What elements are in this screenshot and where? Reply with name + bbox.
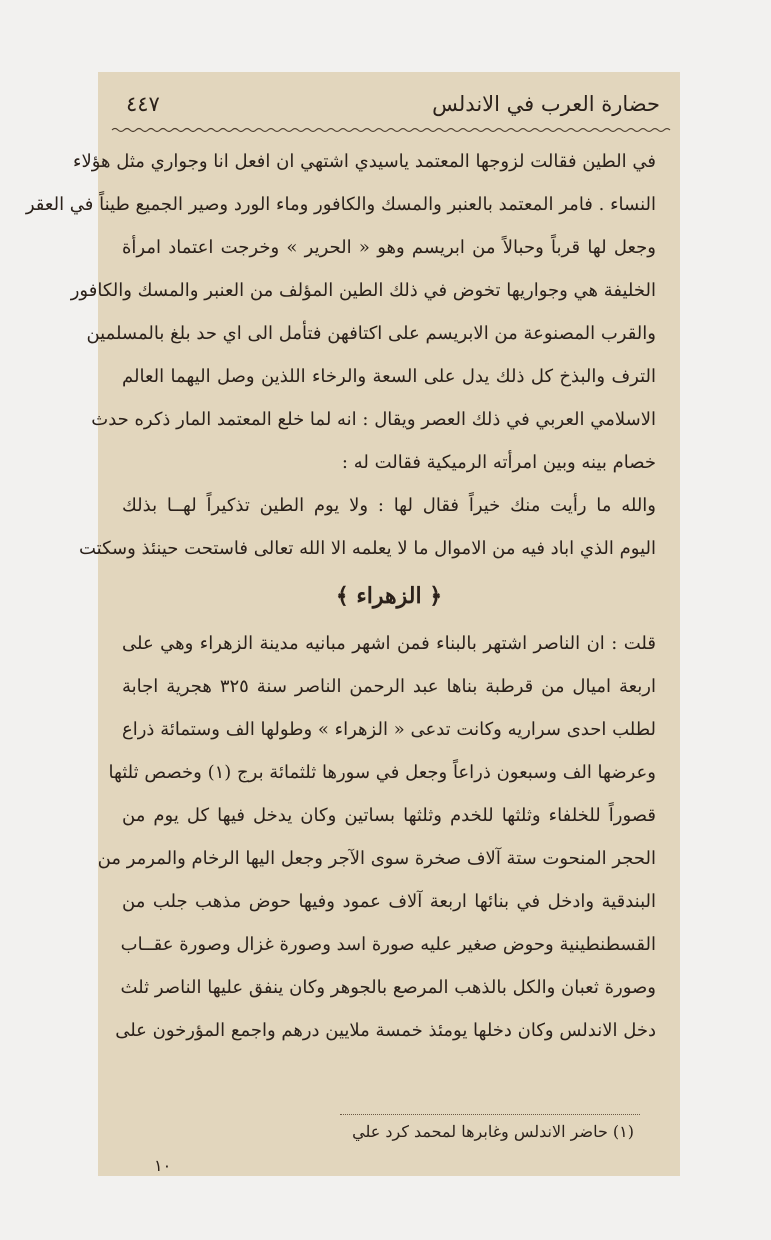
section-heading: ﴿ الزهراء ﴾ — [335, 583, 443, 609]
text-line: اليوم الذي اباد فيه من الاموال ما لا يعلمه الا الله تعالى فاستحت حينئذ وسكتت — [78, 538, 656, 559]
text-line: وعرضها الف وسبعون ذراعاً وجعل في سورها ثلثمائة برج (١) وخصص ثلثها — [108, 762, 656, 783]
text-line: الخليفة هي وجواريها تخوض في ذلك الطين المؤلف من العنبر والمسك والكافور — [70, 280, 656, 301]
text-line: وجعل لها قرباً وحبالاً من ابريسم وهو « الحرير » وخرجت اعتماد امرأة — [122, 237, 656, 258]
text-line: الحجر المنحوت ستة آلاف صخرة سوى الآجر وجعل اليها الرخام والمرمر من — [97, 848, 656, 869]
wavy-divider — [112, 126, 666, 134]
text-line: لطلب احدى سراريه وكانت تدعى « الزهراء » وطولها الف وستمائة ذراع — [122, 719, 656, 740]
text-line: قلت : ان الناصر اشتهر بالبناء فمن اشهر مبانيه مدينة الزهراء وهي على — [122, 633, 656, 654]
text-line: وصورة ثعبان والكل بالذهب المرصع بالجوهر وكان ينفق عليها الناصر ثلث — [120, 977, 656, 998]
text-line: الاسلامي العربي في ذلك العصر ويقال : انه لما خلع المعتمد المار ذكره حدث — [91, 409, 656, 430]
page-number: ٤٤٧ — [126, 92, 160, 116]
text-line: دخل الاندلس وكان دخلها يومئذ خمسة ملايين درهم واجمع المؤرخون على — [115, 1020, 656, 1041]
text-line: النساء . فامر المعتمد بالعنبر والمسك والكافور وماء الورد وصير الجميع طيناً في العقر — [25, 194, 656, 215]
book-page — [25, 72, 680, 1176]
text-line: القسطنطينية وحوض صغير عليه صورة اسد وصورة غزال وصورة عقــاب — [120, 934, 656, 955]
text-line: في الطين فقالت لزوجها المعتمد ياسيدي اشتهي ان افعل انا وجواري مثل هؤلاء — [72, 151, 656, 172]
text-line: اربعة اميال من قرطبة بناها عبد الرحمن الناصر سنة ٣٢٥ هجرية اجابة — [122, 676, 656, 697]
text-line: البندقية وادخل في بنائها اربعة آلاف عمود وفيها حوض مذهب جلب من — [122, 891, 656, 912]
text-line: خصام بينه وبين امرأته الرميكية فقالت له : — [341, 452, 656, 473]
signature-mark: ١٠ — [154, 1156, 172, 1175]
running-title: حضارة العرب في الاندلس — [432, 92, 660, 116]
body-text — [25, 140, 656, 1052]
text-line: الترف والبذخ كل ذلك يدل على السعة والرخاء اللذين وصل اليهما العالم — [122, 366, 656, 387]
text-line: قصوراً للخلفاء وثلثها للخدم وثلثها بساتين وكان يدخل فيها كل يوم من — [122, 805, 656, 826]
footnote-divider — [340, 1114, 640, 1115]
text-line: والله ما رأيت منك خيراً فقال لها : ولا يوم الطين تذكيراً لهــا بذلك — [122, 495, 656, 516]
text-line: والقرب المصنوعة من الابريسم على اكتافهن فتأمل الى اي حد بلغ بالمسلمين — [86, 323, 656, 344]
page-header — [126, 86, 660, 130]
footnote: (١) حاضر الاندلس وغابرها لمحمد كرد علي — [352, 1122, 634, 1141]
